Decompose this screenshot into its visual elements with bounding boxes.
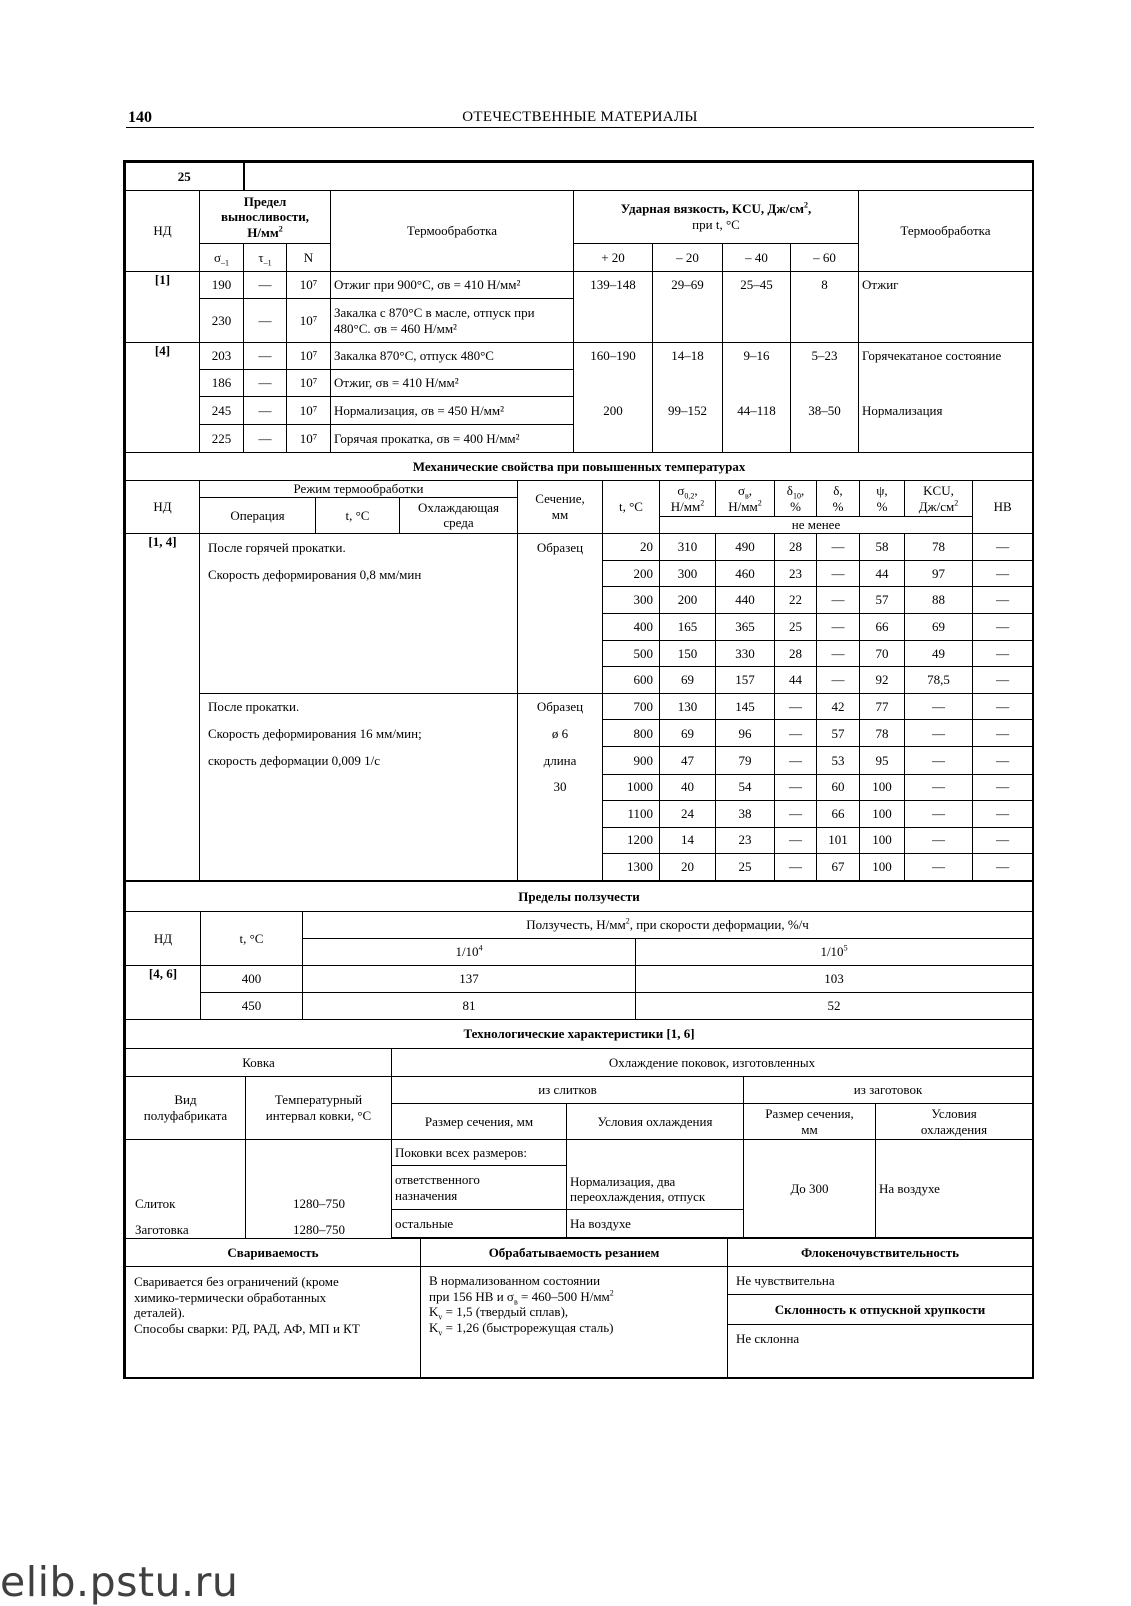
operation-line: После горячей прокатки. bbox=[208, 539, 346, 555]
sigma-value: 230 bbox=[200, 299, 244, 343]
sigma-value: 225 bbox=[200, 425, 244, 453]
rate-1: $1/10^4$ bbox=[303, 939, 636, 966]
tau-value: — bbox=[244, 425, 287, 453]
n-value: 10⁷ bbox=[287, 397, 331, 425]
treatment-text: Отжиг, σв = 410 Н/мм² bbox=[331, 370, 574, 397]
steel-datasheet bbox=[123, 160, 1034, 1379]
impact-value: 14–18 bbox=[653, 343, 723, 370]
impact-value: 8 bbox=[791, 272, 859, 299]
col-endurance-limit: Предел выносливости, $Н/мм^2$ bbox=[200, 191, 331, 244]
mach-text: В нормализованном состоянии при 156 НВ и $\sigma_в = 460-500$ $Н/мм^2$ $K_v = 1,5$ (твердый сплав), $K_v = 1,26$ (быстрорежущая сталь) bbox=[421, 1267, 728, 1379]
impact-value: 38–50 bbox=[791, 397, 859, 425]
impact-value: 44–118 bbox=[723, 397, 791, 425]
temp-plus20: + 20 bbox=[574, 244, 653, 272]
impact-value: 139–148 bbox=[574, 272, 653, 299]
temp-minus20: – 20 bbox=[653, 244, 723, 272]
watermark: elib.pstu.ru bbox=[0, 1558, 239, 1606]
temper-title: Склонность к отпускной хрупкости bbox=[728, 1295, 1033, 1324]
col-kind: Вид полуфабриката bbox=[126, 1077, 246, 1140]
impact-value: 5–23 bbox=[791, 343, 859, 370]
tau-value: — bbox=[244, 272, 287, 299]
col-t: t, °С bbox=[201, 912, 303, 966]
impact-treatment: Отжиг bbox=[859, 272, 1033, 299]
impact-value: 200 bbox=[574, 397, 653, 425]
col-cond-billets: Условия охлаждения bbox=[876, 1104, 1033, 1140]
rate-2: $1/10^5$ bbox=[636, 939, 1033, 966]
col-hb: НВ bbox=[973, 481, 1033, 534]
bottom-section bbox=[125, 1238, 1032, 1379]
treatment-text: Закалка 870°С, отпуск 480°С bbox=[331, 343, 574, 370]
impact-treatment: Горячекатаное состояние bbox=[859, 343, 1033, 370]
tau-value: — bbox=[244, 397, 287, 425]
col-psi: ψ, % bbox=[860, 481, 905, 517]
weld-title: Свариваемость bbox=[126, 1239, 421, 1267]
treatment-text: Закалка с 870°С в масле, отпуск при 480°С. σв = 460 Н/мм² bbox=[331, 299, 574, 343]
tech-section bbox=[125, 1019, 1032, 1238]
operation-line: скорость деформации 0,009 1/с bbox=[208, 753, 381, 769]
temper-value: Не склонна bbox=[728, 1324, 1033, 1378]
n-value: 10⁷ bbox=[287, 299, 331, 343]
section-title: Технологические характеристики [1, 6] bbox=[126, 1020, 1033, 1049]
flake-title: Флокеночувствительность bbox=[728, 1239, 1033, 1267]
tau-value: — bbox=[244, 299, 287, 343]
operation-line: Скорость деформирования 16 мм/мин; bbox=[208, 726, 422, 742]
col-treatment: Термообработка bbox=[331, 191, 574, 272]
temp-minus40: – 40 bbox=[723, 244, 791, 272]
creep-section bbox=[125, 881, 1032, 1019]
creep-temp: 450 bbox=[201, 993, 303, 1020]
sigma-value: 190 bbox=[200, 272, 244, 299]
all-sizes: Поковки всех размеров: bbox=[392, 1140, 567, 1166]
col-cooling: Охлаждение поковок, изготовленных bbox=[392, 1049, 1033, 1077]
nd-ref: [4] bbox=[126, 343, 200, 370]
creep-value: 137 bbox=[303, 966, 636, 993]
kind-ingot-label: Слиток bbox=[135, 1196, 176, 1211]
col-cooling: Охлаждающая среда bbox=[400, 498, 518, 534]
impact-value: 99–152 bbox=[653, 397, 723, 425]
steel-grade: 25 bbox=[126, 163, 244, 191]
col-sigma: $\sigma_{-1}$ bbox=[200, 244, 244, 272]
col-range: Температурный интервал ковки, °С bbox=[246, 1077, 392, 1140]
range-billet: 1280–750 bbox=[293, 1222, 345, 1237]
weld-text: Сваривается без ограничений (кроме химико-термически обработанных деталей). Способы сварки: РД, РАД, АФ, МП и КТ bbox=[126, 1267, 421, 1379]
section-1: Образец bbox=[518, 533, 603, 693]
n-value: 10⁷ bbox=[287, 343, 331, 370]
page-number: 140 bbox=[128, 109, 152, 126]
creep-value: 81 bbox=[303, 993, 636, 1020]
creep-value: 52 bbox=[636, 993, 1033, 1020]
col-size: Размер сечения, мм bbox=[392, 1104, 567, 1140]
section-2: Образец ø 6 длина 30 bbox=[518, 694, 603, 881]
billet-cond: На воздухе bbox=[876, 1140, 1033, 1238]
test-temp: 20 bbox=[603, 533, 660, 560]
section-title: Механические свойства при повышенных температурах bbox=[126, 453, 1033, 481]
nd-ref: [1] bbox=[126, 272, 200, 299]
operation-line: Скорость деформирования 0,8 мм/мин bbox=[208, 566, 422, 582]
sigma-value: 203 bbox=[200, 343, 244, 370]
col-section: Сечение, мм bbox=[518, 481, 603, 534]
creep-temp: 400 bbox=[201, 966, 303, 993]
col-t: t, °С bbox=[316, 498, 400, 534]
billet-size: До 300 bbox=[744, 1140, 876, 1238]
col-d: δ, % bbox=[817, 481, 860, 517]
col-nd: НД bbox=[126, 481, 200, 534]
col-mode: Режим термообработки bbox=[200, 481, 518, 498]
n-value: 10⁷ bbox=[287, 425, 331, 453]
temp-minus60: – 60 bbox=[791, 244, 859, 272]
n-value: 10⁷ bbox=[287, 272, 331, 299]
section-title: Пределы ползучести bbox=[126, 882, 1033, 912]
not-less-label: не менее bbox=[660, 517, 973, 534]
col-creep: Ползучесть, $Н/мм^2$, при скорости деформации, %/ч bbox=[303, 912, 1033, 939]
treatment-text: Отжиг при 900°С, σв = 410 Н/мм² bbox=[331, 272, 574, 299]
col-d10: $\delta_{10}$, % bbox=[775, 481, 817, 517]
col-treatment-impact: Термообработка bbox=[859, 191, 1033, 272]
col-sb: $\sigma_в$, $Н/мм^2$ bbox=[716, 481, 775, 517]
col-tau: $\tau_{-1}$ bbox=[244, 244, 287, 272]
nd-ref: [1, 4] bbox=[126, 533, 200, 880]
col-temp: t, °С bbox=[603, 481, 660, 534]
impact-value: 29–69 bbox=[653, 272, 723, 299]
cond-others: На воздухе bbox=[567, 1210, 744, 1238]
impact-treatment: Нормализация bbox=[859, 397, 1033, 425]
col-n: N bbox=[287, 244, 331, 272]
mach-title: Обрабатываемость резанием bbox=[421, 1239, 728, 1267]
operation-line: После прокатки. bbox=[208, 699, 300, 715]
range-ingot: 1280–750 bbox=[293, 1196, 345, 1211]
impact-value: 160–190 bbox=[574, 343, 653, 370]
col-size-billets: Размер сечения, мм bbox=[744, 1104, 876, 1140]
flake-value: Не чувствительна bbox=[728, 1267, 1033, 1295]
critical: ответственного назначения bbox=[392, 1166, 567, 1210]
sigma-value: 186 bbox=[200, 370, 244, 397]
col-cond: Условия охлаждения bbox=[567, 1104, 744, 1140]
impact-value: 25–45 bbox=[723, 272, 791, 299]
col-forging: Ковка bbox=[126, 1049, 392, 1077]
col-s02: $\sigma_{0,2}$, $Н/мм^2$ bbox=[660, 481, 716, 517]
tau-value: — bbox=[244, 343, 287, 370]
cond-critical: Нормализация, два переохлаждения, отпуск bbox=[567, 1140, 744, 1210]
col-nd: НД bbox=[126, 191, 200, 272]
from-ingots: из слитков bbox=[392, 1077, 744, 1104]
tau-value: — bbox=[244, 370, 287, 397]
col-kcu: KCU, $Дж/см^2$ bbox=[905, 481, 973, 517]
col-impact: Ударная вязкость, KCU, $Дж/см^2$, при t, °С bbox=[574, 191, 859, 244]
page-header bbox=[126, 105, 1034, 128]
nd-ref: [4, 6] bbox=[126, 966, 201, 1020]
kind-billet-label: Заготовка bbox=[135, 1222, 189, 1237]
col-nd: НД bbox=[126, 912, 201, 966]
operation-2 bbox=[200, 694, 518, 881]
mechanical-properties-section: Механические свойства при повышенных температурах НД Режим термообработки Сечение, мм t, °С $\sigma_{0,2}$, $Н/мм^2$ $\sigma_в$, $Н/мм^2$ $\delta_{10}$, % δ, % ψ, % KCU, $Дж/см^2$ НВ Операция t, °С Охлаждающая среда не менее [1, 4] После горячей прокатки. Скорость деформирования 0,8 мм/мин Образец 20 310 490 28 — 58 78 — 200 300 460 23 — 44 97 — 300 200 440 22 — 57 88 — 400 165 365 25 — 66 69 — 500 150 330 28 — 70 49 — 600 69 157 44 — 92 78,5 — После прокатки. Скорость деформирования 16 мм/мин; скорость деформации 0,009 1/с Образец ø 6 длина 30 700 130 145 — 42 77 — — 800 69 96 — 57 78 — — 900 47 79 — 53 95 — — 1000 40 54 — 60 100 — — 1100 24 38 — 66 100 — — 1200 14 23 — 101 100 — — 1300 20 25 — 67 100 — — bbox=[125, 452, 1032, 881]
running-title: ОТЕЧЕСТВЕННЫЕ МАТЕРИАЛЫ bbox=[462, 109, 698, 125]
impact-value: 9–16 bbox=[723, 343, 791, 370]
col-operation: Операция bbox=[200, 498, 316, 534]
creep-value: 103 bbox=[636, 966, 1033, 993]
operation-1 bbox=[200, 533, 518, 693]
sigma-value: 245 bbox=[200, 397, 244, 425]
n-value: 10⁷ bbox=[287, 370, 331, 397]
from-billets: из заготовок bbox=[744, 1077, 1033, 1104]
others: остальные bbox=[392, 1210, 567, 1238]
treatment-text: Горячая прокатка, σв = 400 Н/мм² bbox=[331, 425, 574, 453]
fatigue-impact-section bbox=[125, 162, 1032, 452]
treatment-text: Нормализация, σв = 450 Н/мм² bbox=[331, 397, 574, 425]
